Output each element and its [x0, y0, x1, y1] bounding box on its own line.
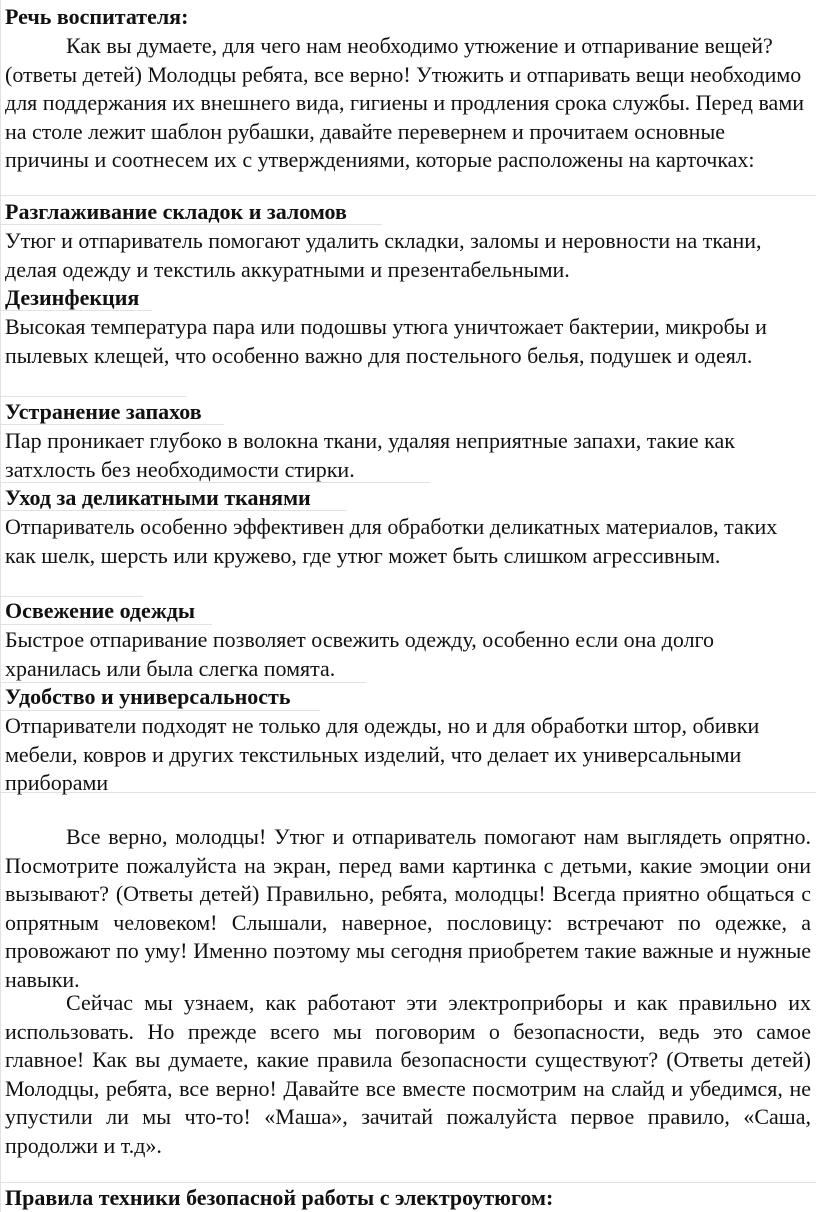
reason-title-disinfection: Дезинфекция: [5, 285, 140, 310]
reason-text-refresh: Быстрое отпаривание позволяет освежить одежду, особенно если она долго хранилась или была слегка помята.: [5, 627, 715, 681]
reason-text-disinfection: Высокая температура пара или подошвы утюга уничтожает бактерии, микробы и пылевых клещей, что особенно важно для постельного белья, подушек и одеял.: [5, 314, 767, 368]
reason-text-odors: Пар проникает глубоко в волокна ткани, удаляя неприятные запахи, такие как затхлость без необходимости стирки.: [5, 428, 735, 482]
closing-paragraph-1: Все верно, молодцы! Утюг и отпариватель помогают нам выглядеть опрятно. Посмотрите пожалуйста на экран, перед вами картинка с детьми, какие эмоции они вызывают? (Ответы детей) Правильно, ребята, молодцы! Всегда приятно общаться с опрятным человеком! Слышали, наверное, пословицу: встречают по одежке, а провожают по уму! Именно поэтому мы сегодня приобретем такие важные и нужные навыки.: [5, 824, 811, 992]
reason-title-versatility: Удобство и универсальность: [5, 684, 291, 709]
table-rule: [0, 0, 1, 1212]
intro-paragraph: Как вы думаете, для чего нам необходимо утюжение и отпаривание вещей? (ответы детей) Молодцы ребята, все верно! Утюжить и отпаривать вещи необходимо для поддержания их внешнего вида, гигиены и продления срока службы. Перед вами на столе лежит шаблон рубашки, давайте перевернем и прочитаем основные причины и соотнесем их с утверждениями, которые расположены на карточках:: [5, 33, 805, 173]
table-rule: [0, 396, 186, 397]
reason-text-wrinkles: Утюг и отпариватель помогают удалить складки, заломы и неровности на ткани, делая одежду и текстиль аккуратными и презентабельными.: [5, 228, 762, 282]
reason-title-refresh: Освежение одежды: [5, 598, 196, 623]
table-rule: [0, 195, 816, 196]
safety-heading: Правила техники безопасной работы с электроутюгом:: [5, 1185, 554, 1210]
reason-title-odors: Устранение запахов: [5, 399, 202, 424]
reason-text-delicate: Отпариватель особенно эффективен для обработки деликатных материалов, таких как шелк, шерсть или кружево, где утюг может быть слишком агрессивным.: [5, 514, 778, 568]
reason-text-versatility: Отпариватели подходят не только для одежды, но и для обработки штор, обивки мебели, ковров и других текстильных изделий, что делает их универсальными приборами: [5, 713, 760, 796]
closing-paragraph-2: Сейчас мы узнаем, как работают эти электроприборы и как правильно их использовать. Но прежде всего мы поговорим о безопасности, ведь это самое главное! Как вы думаете, какие правила безопасности существуют? (Ответы детей) Молодцы, ребята, все верно! Давайте все вместе посмотрим на слайд и убедимся, не упустили ли мы что-то! «Маша», зачитай пожалуйста первое правило, «Саша, продолжи и т.д».: [5, 990, 811, 1158]
intro-heading: Речь воспитателя:: [5, 4, 189, 29]
reason-title-delicate: Уход за деликатными тканями: [5, 485, 311, 510]
reason-title-wrinkles: Разглаживание складок и заломов: [5, 199, 347, 224]
table-rule: [0, 1182, 816, 1183]
